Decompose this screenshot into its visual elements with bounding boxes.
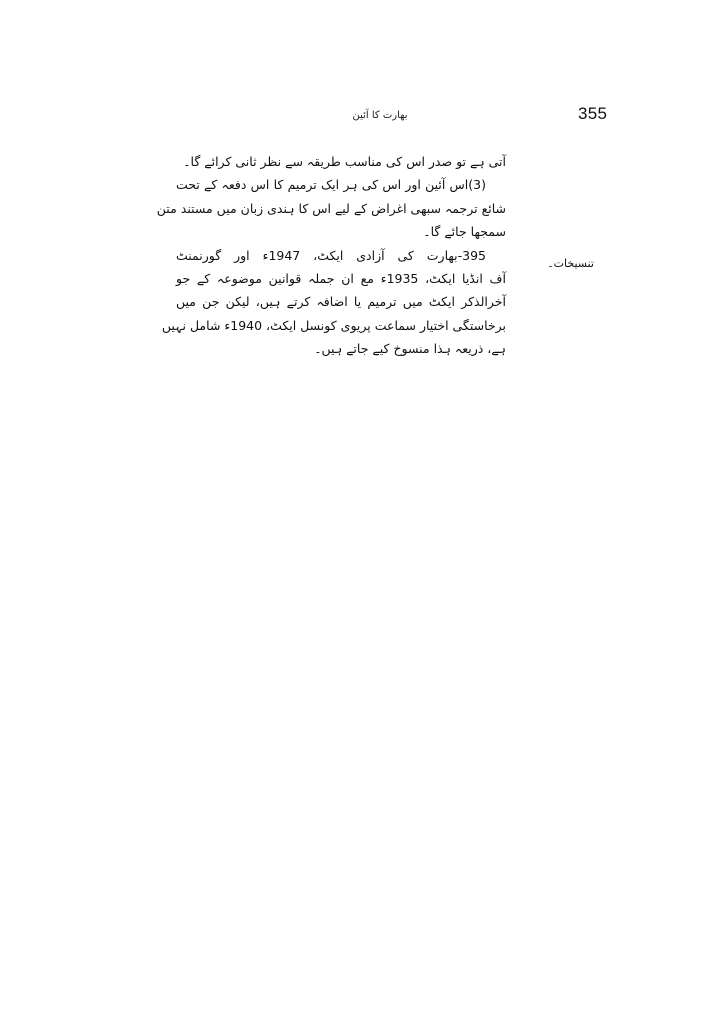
text-line: برخاستگی اختیار سماعت پریوی کونسل ایکٹ، 1940ء شامل نہیں <box>161 317 506 333</box>
article-text-block <box>156 150 506 361</box>
running-header: بھارت کا آئین <box>352 110 408 121</box>
margin-note-repeals: تنسیخات۔ <box>547 257 594 270</box>
text-line: آف انڈیا ایکٹ، 1935ء مع ان جملہ قوانین موضوعہ کے جو <box>176 271 506 287</box>
text-line: آتی ہے تو صدر اس کی مناسب طریقہ سے نظر ثانی کرائے گا۔ <box>183 154 506 169</box>
text-line: ہے، ذریعہ ہذا منسوخ کیے جاتے ہیں۔ <box>314 341 506 357</box>
text-line: شائع ترجمہ سبھی اغراض کے لیے اس کا ہندی زبان میں مستند متن <box>156 200 506 216</box>
article-395-line: 395-بھارت کی آزادی ایکٹ، 1947ء اور گورنمنٹ <box>176 247 486 263</box>
text-line: آخرالذکر ایکٹ میں ترمیم یا اضافہ کرتے ہیں، لیکن جن میں <box>176 294 506 310</box>
page-number: 355 <box>578 104 608 123</box>
clause-3-line: (3)اس آئین اور اس کی ہر ایک ترمیم کا اس دفعہ کے تحت <box>176 177 486 193</box>
text-line: سمجھا جائے گا۔ <box>423 224 506 240</box>
